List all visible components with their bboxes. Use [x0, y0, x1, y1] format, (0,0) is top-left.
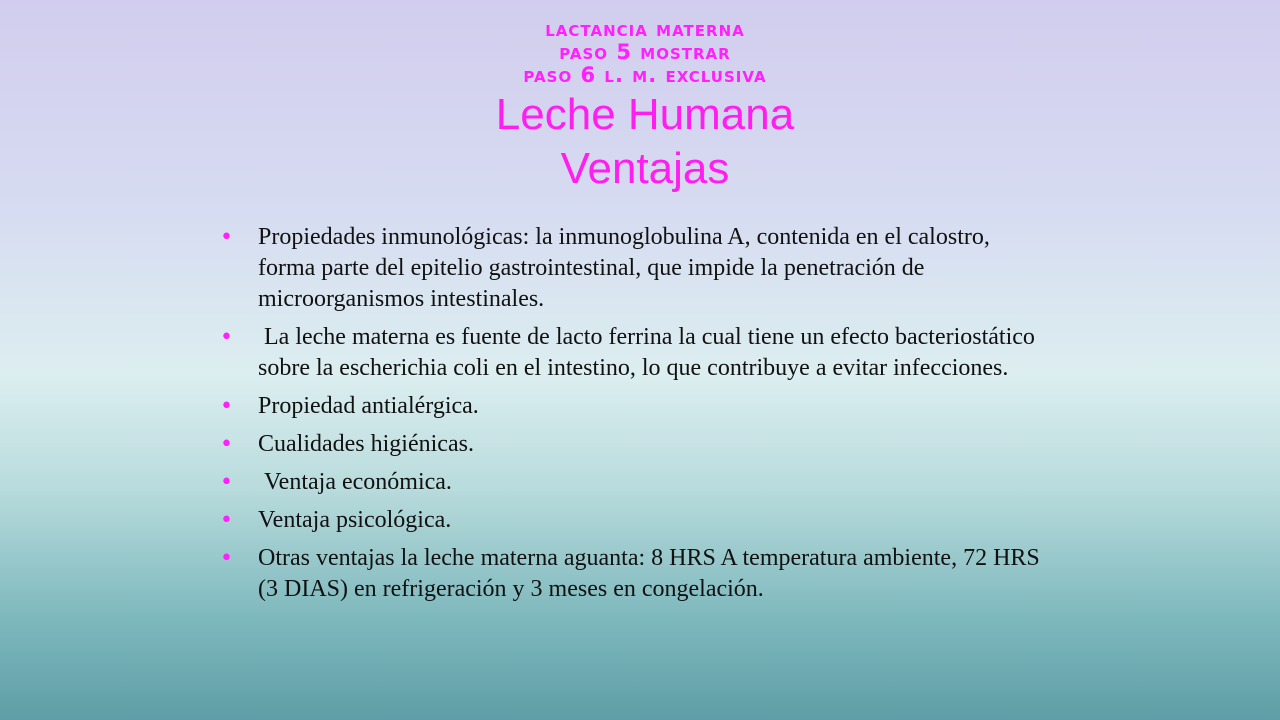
bullet-dot-icon: •	[220, 225, 233, 250]
bullet-item	[220, 429, 1040, 460]
bullet-item	[220, 505, 1040, 536]
bullet-dot-icon: •	[220, 325, 233, 350]
bullet-text: Otras ventajas la leche materna aguanta: 8 HRS A temperatura ambiente, 72 HRS (3 DIAS) en refrigeración y 3 meses en congelación.	[258, 545, 1046, 602]
bullet-text: La leche materna es fuente de lacto ferrina la cual tiene un efecto bacteriostático sobre la escherichia coli en el intestino, lo que contribuye a evitar infecciones.	[258, 324, 1041, 381]
bullet-text: Cualidades higiénicas.	[258, 431, 474, 457]
bullet-text: Ventaja psicológica.	[258, 507, 452, 533]
bullet-text: Propiedad antialérgica.	[258, 393, 479, 419]
title-leche-humana: Leche Humana	[495, 90, 795, 139]
bullet-dot-icon: •	[220, 546, 233, 571]
header-line-lactancia: lactancia materna	[545, 17, 745, 41]
bullet-item	[220, 467, 1040, 498]
slide-header	[0, 18, 1280, 195]
bullet-dot-icon: •	[220, 508, 233, 533]
bullet-item	[220, 222, 1040, 315]
bullet-text: Ventaja económica.	[258, 469, 452, 495]
bullet-item	[220, 543, 1046, 605]
bullet-list	[220, 222, 1046, 612]
bullet-text: Propiedades inmunológicas: la inmunoglobulina A, contenida en el calostro, forma parte del epitelio gastrointestinal, que impide la penetración de microorganismos intestinales.	[258, 224, 996, 312]
bullet-dot-icon: •	[220, 394, 233, 419]
header-line-paso-5: paso 5 mostrar	[559, 40, 731, 64]
bullet-item	[220, 322, 1040, 384]
bullet-dot-icon: •	[220, 470, 233, 495]
bullet-dot-icon: •	[220, 432, 233, 457]
title-ventajas: Ventajas	[560, 144, 730, 193]
bullet-item	[220, 391, 1040, 422]
header-line-paso-6: paso 6 l. m. exclusiva	[523, 63, 767, 87]
